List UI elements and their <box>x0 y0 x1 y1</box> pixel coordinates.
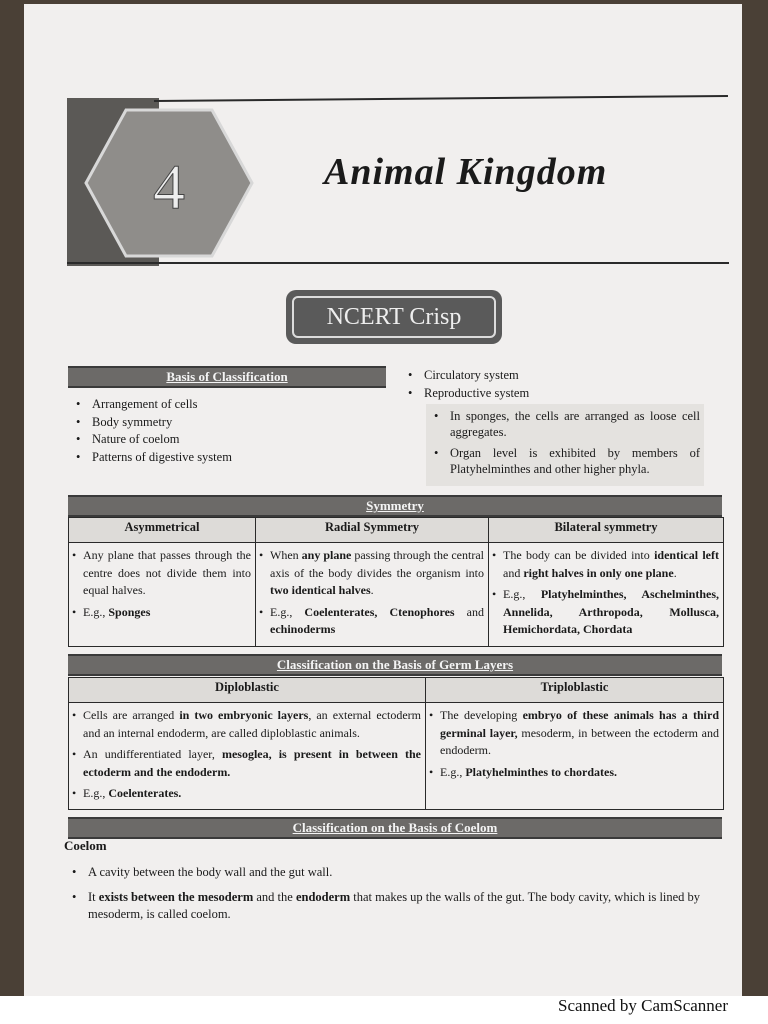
asymmetrical-cell <box>69 543 256 647</box>
symmetry-heading-bar <box>68 495 722 517</box>
radial-cell <box>256 543 489 647</box>
basis-list-right <box>404 366 529 402</box>
cell-item: • Cells are arranged in two embryonic layers, an external ectoderm and an internal endoderm, are called diploblastic animals. <box>69 707 421 742</box>
cell-item: • E.g., Platyhelminthes to chordates. <box>426 764 719 782</box>
coelom-subheading: Coelom <box>64 838 107 853</box>
column-header: Bilateral symmetry <box>489 518 724 543</box>
coelom-list <box>68 864 728 931</box>
coelom-heading-bar <box>68 817 722 839</box>
header-top-rule <box>154 95 728 102</box>
cell-item: • E.g., Sponges <box>69 604 251 622</box>
column-header: Triploblastic <box>426 678 724 703</box>
basis-list <box>72 396 232 466</box>
scanner-footer <box>0 996 768 1024</box>
column-header: Radial Symmetry <box>256 518 489 543</box>
coelom-heading: Classification on the Basis of Coelom <box>292 820 498 835</box>
list-item: • It exists between the mesoderm and the endoderm that makes up the walls of the gut. The body cavity, which is lined by mesoderm, is called coelom. <box>68 889 728 923</box>
list-item: • Nature of coelom <box>72 431 232 449</box>
germ-heading: Classification on the Basis of Germ Layers <box>276 657 514 672</box>
cell-item: • An undifferentiated layer, mesoglea, is present in between the ectoderm and the endoderm. <box>69 746 421 781</box>
note-item: • In sponges, the cells are arranged as loose cell aggregates. <box>430 408 700 440</box>
list-item: • Reproductive system <box>404 384 529 402</box>
cell-item: • The developing embryo of these animals has a third germinal layer, mesoderm, in between the ectoderm and endoderm. <box>426 707 719 760</box>
diploblastic-cell <box>69 703 426 810</box>
column-header: Asymmetrical <box>69 518 256 543</box>
note-item: • Organ level is exhibited by members of Platyhelminthes and other higher phyla. <box>430 445 700 477</box>
list-item: • Circulatory system <box>404 366 529 384</box>
list-item: • Body symmetry <box>72 414 232 432</box>
column-header: Diploblastic <box>69 678 426 703</box>
chapter-hexagon <box>84 108 254 258</box>
basis-heading-bar <box>68 366 386 388</box>
symmetry-table <box>68 517 724 647</box>
list-item: • Patterns of digestive system <box>72 449 232 467</box>
bilateral-cell <box>489 543 724 647</box>
cell-item: • When any plane passing through the central axis of the body divides the organism into two identical halves. <box>256 547 484 600</box>
badge-label: NCERT Crisp <box>292 296 496 338</box>
list-item: • A cavity between the body wall and the gut wall. <box>68 864 728 881</box>
basis-note-box <box>426 404 704 486</box>
basis-heading: Basis of Classification <box>166 369 288 384</box>
header-bottom-rule <box>67 262 729 264</box>
germ-heading-bar <box>68 654 722 676</box>
cell-item: • E.g., Platyhelminthes, Aschelminthes, Annelida, Arthropoda, Mollusca, Hemichordata, Chordata <box>489 586 719 639</box>
scanner-watermark: Scanned by CamScanner <box>558 996 728 1015</box>
cell-item: • The body can be divided into identical left and right halves in only one plane. <box>489 547 719 582</box>
symmetry-heading: Symmetry <box>366 498 424 513</box>
cell-item: • Any plane that passes through the centre does not divide them into equal halves. <box>69 547 251 600</box>
list-item: • Arrangement of cells <box>72 396 232 414</box>
chapter-number: 4 <box>153 151 185 222</box>
book-page <box>24 4 742 996</box>
germ-table <box>68 677 724 810</box>
chapter-title: Animal Kingdom <box>324 151 608 193</box>
ncert-crisp-badge <box>286 290 502 344</box>
cell-item: • E.g., Coelenterates, Ctenophores and echinoderms <box>256 604 484 639</box>
cell-item: • E.g., Coelenterates. <box>69 785 421 803</box>
triploblastic-cell <box>426 703 724 810</box>
